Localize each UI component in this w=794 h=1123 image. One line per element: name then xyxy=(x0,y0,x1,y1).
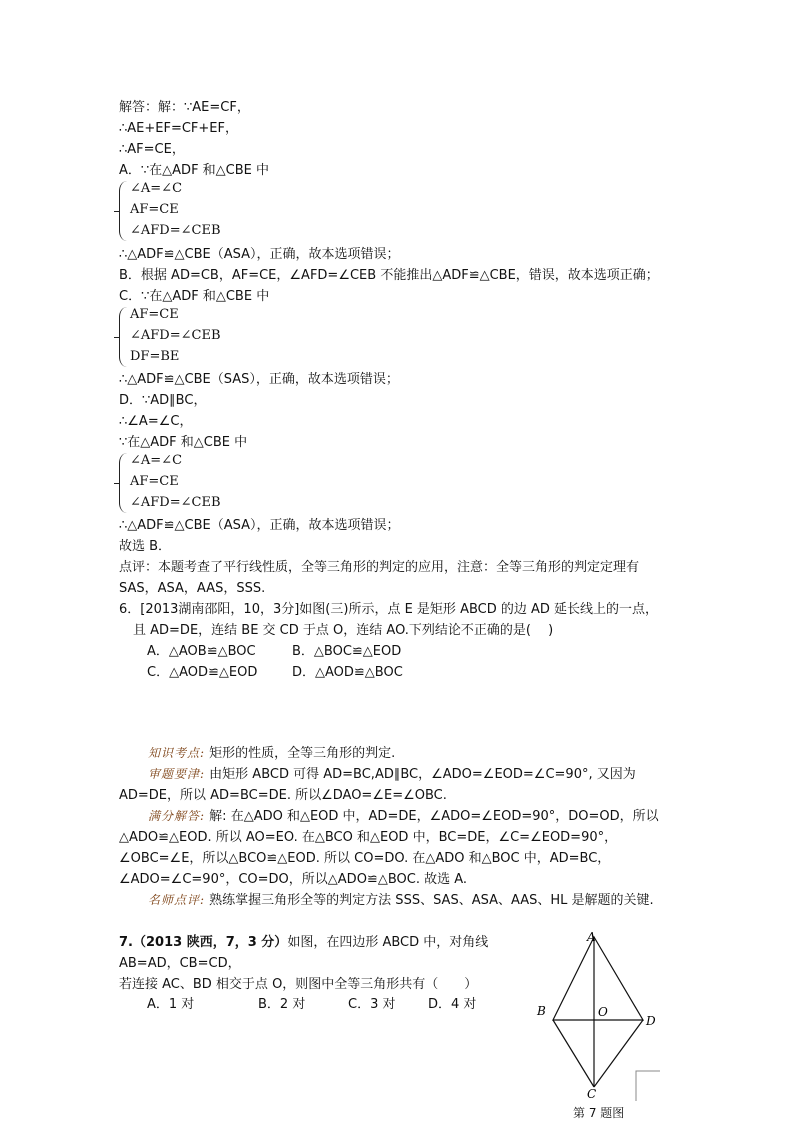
option-d-line-2: ∴∠A=∠C， xyxy=(119,414,193,429)
q6-option-d: D．△AOD≌△BOC xyxy=(292,665,403,680)
vertex-label-o: O xyxy=(598,1005,608,1019)
reading-key-text: 由矩形 ABCD 可得 AD=BC,AD∥BC，∠ADO=∠EOD=∠C=90°, 又因为 AD=DE，所以 AD=BC=DE. 所以∠DAO=∠E=∠OBC. xyxy=(119,767,636,803)
system-a xyxy=(130,178,221,241)
full-solution-text: 解: 在△ADO 和△EOD 中，AD=DE，∠ADO=∠EOD=90°，DO=OD，所以△ADO≌△EOD. 所以 AO=EO. 在△BCO 和△EOD 中，BC=DE，∠C=∠EOD=90°，∠OBC=∠E，所以△BCO≌△EOD. 所以 CO=DO. 在△ADO 和△BOC 中，AD=BC，∠ADO=∠C=90°，CO=DO，所以△ADO≌△BOC. 故选 A. xyxy=(119,809,659,887)
system-c-line: AF=CE xyxy=(130,307,179,322)
q7-option-a: A．1 对 xyxy=(147,997,195,1012)
solution-line-2: ∴AE+EF=CF+EF， xyxy=(119,121,238,136)
q7-line-3: 若连接 AC、BD 相交于点 O，则图中全等三角形共有（ ） xyxy=(119,977,478,992)
system-c-line: DF=BE xyxy=(130,349,180,364)
solution-line-3: ∴AF=CE， xyxy=(119,142,185,157)
q7-line-2: AB=AD，CB=CD， xyxy=(119,956,241,971)
q7-source: 7.（2013 陕西，7，3 分） xyxy=(119,935,288,950)
comment-line-1: 点评：本题考查了平行线性质，全等三角形的判定的应用，注意：全等三角形的判定定理有 xyxy=(119,560,640,575)
system-d-line: ∠A=∠C xyxy=(130,453,183,468)
option-a-conclusion: ∴△ADF≌△CBE（ASA），正确，故本选项错误； xyxy=(119,247,400,262)
option-a-heading: A．∵在△ADF 和△CBE 中 xyxy=(119,163,270,178)
q7-option-b: B．2 对 xyxy=(258,997,306,1012)
vertex-label-b: B xyxy=(537,1004,546,1018)
teacher-comment xyxy=(119,890,675,911)
option-d-conclusion: ∴△ADF≌△CBE（ASA），正确，故本选项错误； xyxy=(119,518,400,533)
system-c xyxy=(130,304,221,367)
brace-c xyxy=(119,307,128,367)
option-b-line: B．根据 AD=CB，AF=CE，∠AFD=∠CEB 不能推出△ADF≌△CBE，错误，故本选项正确； xyxy=(119,268,659,283)
corner-mark xyxy=(636,1071,660,1101)
q6-option-c: C．△AOD≌△EOD xyxy=(147,665,258,680)
system-d-line: AF=CE xyxy=(130,474,179,489)
system-a-line: ∠A=∠C xyxy=(130,181,183,196)
side-bc xyxy=(553,1020,594,1087)
figure-caption: 第 7 题图 xyxy=(573,1106,625,1120)
brace-a xyxy=(119,181,128,241)
comment-line-2: SAS，ASA，AAS，SSS. xyxy=(119,581,266,596)
solution-line-1: 解答：解：∵AE=CF， xyxy=(119,100,250,115)
system-c-line: ∠AFD=∠CEB xyxy=(130,328,221,343)
vertex-label-c: C xyxy=(587,1087,597,1101)
brace-d xyxy=(119,453,128,513)
q7-option-d: D．4 对 xyxy=(428,997,477,1012)
option-c-conclusion: ∴△ADF≌△CBE（SAS），正确，故本选项错误； xyxy=(119,372,399,387)
system-a-line: AF=CE xyxy=(130,202,179,217)
system-d xyxy=(130,450,221,513)
q7-stem: 如图，在四边形 ABCD 中，对角线 xyxy=(287,935,489,950)
knowledge-point-label: 知识考点: xyxy=(148,746,206,760)
option-d-line-3: ∵在△ADF 和△CBE 中 xyxy=(119,435,248,450)
final-choice: 故选 B． xyxy=(119,539,172,554)
vertex-label-a: A xyxy=(587,930,596,944)
knowledge-point-text: 矩形的性质，全等三角形的判定. xyxy=(205,746,396,761)
reading-key-label: 审题要津: xyxy=(148,767,206,781)
option-d-heading: D．∵AD∥BC， xyxy=(119,393,207,408)
q6-option-a: A．△AOB≌△BOC xyxy=(147,644,256,659)
kite-figure xyxy=(530,928,665,1116)
system-a-line: ∠AFD=∠CEB xyxy=(130,223,221,238)
q7-line-1 xyxy=(119,932,488,953)
full-solution xyxy=(119,806,675,890)
q6-option-b: B．△BOC≌△EOD xyxy=(292,644,402,659)
knowledge-point xyxy=(119,743,675,764)
q6-line-1: 6．[2013湖南邵阳，10，3分]如图(三)所示，点 E 是矩形 ABCD 的边 AD 延长线上的一点， xyxy=(119,602,659,617)
teacher-comment-label: 名师点评: xyxy=(148,893,206,907)
option-c-heading: C．∵在△ADF 和△CBE 中 xyxy=(119,289,270,304)
vertex-label-d: D xyxy=(646,1014,656,1028)
system-d-line: ∠AFD=∠CEB xyxy=(130,495,221,510)
full-solution-label: 满分解答: xyxy=(148,809,206,823)
q7-option-c: C．3 对 xyxy=(348,997,396,1012)
teacher-comment-text: 熟练掌握三角形全等的判定方法 SSS、SAS、ASA、AAS、HL 是解题的关键. xyxy=(205,893,654,908)
q6-line-2: 且 AD=DE，连结 BE 交 CD 于点 O，连结 AO.下列结论不正确的是( ) xyxy=(133,623,554,638)
reading-key xyxy=(119,764,675,806)
